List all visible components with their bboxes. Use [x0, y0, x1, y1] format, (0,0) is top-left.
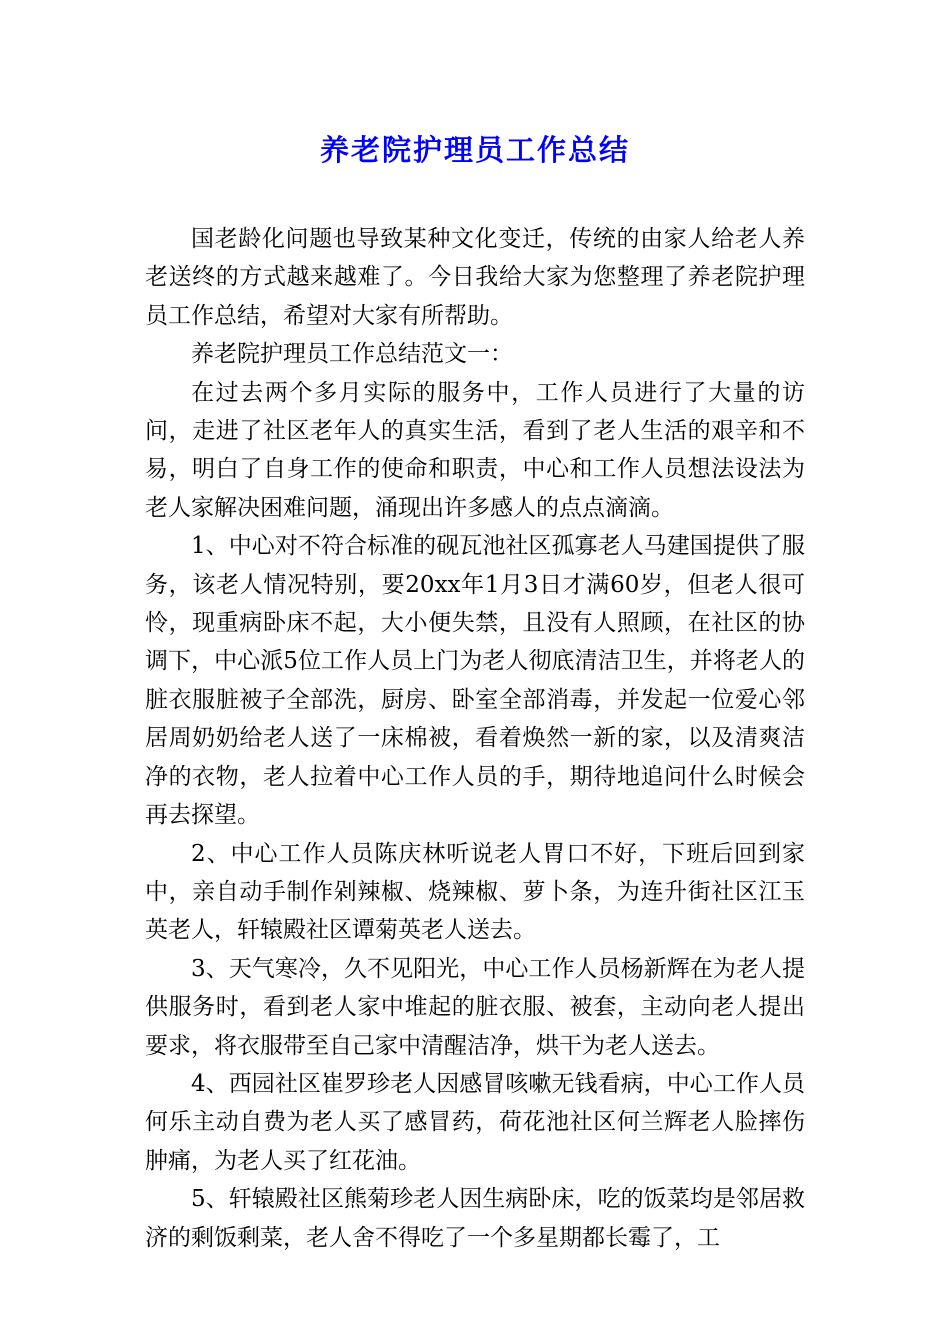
- paragraph-item-1: 1、中心对不符合标准的砚瓦池社区孤寡老人马建国提供了服务，该老人情况特别，要20xx年1月3日才满60岁，但老人很可怜，现重病卧床不起，大小便失禁，且没有人照顾，在社区的协调下，中心派5位工作人员上门为老人彻底清洁卫生，并将老人的脏衣服脏被子全部洗，厨房、卧室全部消毒，并发起一位爱心邻居周奶奶给老人送了一床棉被，看着焕然一新的家，以及清爽洁净的衣物，老人拉着中心工作人员的手，期待地追问什么时候会再去探望。: [145, 533, 805, 829]
- paragraph-section-heading: 养老院护理员工作总结范文一：: [191, 341, 513, 368]
- paragraph-item-3: 3、天气寒冷，久不见阳光，中心工作人员杨新辉在为老人提供服务时，看到老人家中堆起的脏衣服、被套，主动向老人提出要求，将衣服带至自己家中清醒洁净，烘干为老人送去。: [145, 955, 805, 1059]
- paragraph-item-2: 2、中心工作人员陈庆林听说老人胃口不好，下班后回到家中，亲自动手制作剁辣椒、烧辣椒、萝卜条，为连升街社区江玉英老人，轩辕殿社区谭菊英老人送去。: [145, 840, 805, 944]
- document-body: [145, 220, 805, 1257]
- paragraph-intro: 国老龄化问题也导致某种文化变迁，传统的由家人给老人养老送终的方式越来越难了。今日我给大家为您整理了养老院护理员工作总结，希望对大家有所帮助。: [145, 226, 805, 329]
- document-title: 养老院护理员工作总结: [319, 133, 630, 167]
- paragraph-item-5: 5、轩辕殿社区熊菊珍老人因生病卧床，吃的饭菜均是邻居救济的剩饭剩菜，老人舍不得吃了一个多星期都长霉了，工: [145, 1186, 805, 1251]
- paragraph: 在过去两个多月实际的服务中，工作人员进行了大量的访问，走进了社区老年人的真实生活，看到了老人生活的艰辛和不易，明白了自身工作的使命和职责，中心和工作人员想法设法为老人家解决困难问题，涌现出许多感人的点点滴滴。: [145, 379, 805, 521]
- paragraph-item-4: 4、西园社区崔罗珍老人因感冒咳嗽无钱看病，中心工作人员何乐主动自费为老人买了感冒药，荷花池社区何兰辉老人脸摔伤肿痛，为老人买了红花油。: [145, 1070, 805, 1174]
